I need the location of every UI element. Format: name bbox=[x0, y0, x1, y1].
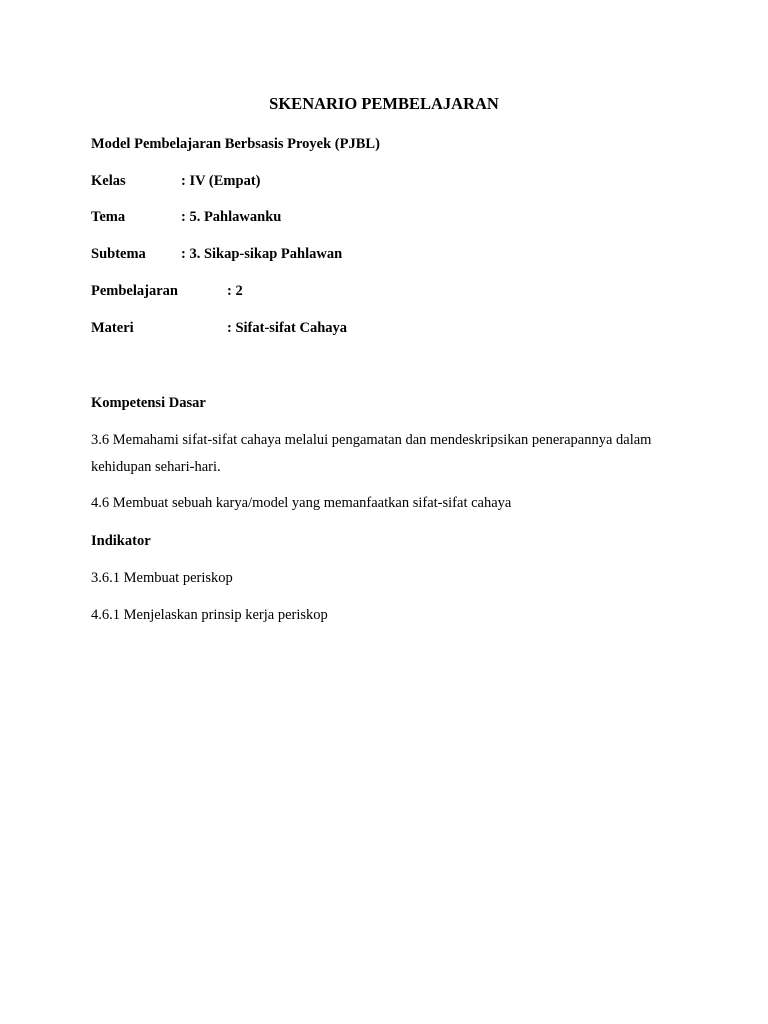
indikator-heading: Indikator bbox=[91, 533, 151, 549]
document-title: SKENARIO PEMBELAJARAN bbox=[269, 94, 499, 113]
kompetensi-heading: Kompetensi Dasar bbox=[91, 395, 206, 411]
field-label: Subtema bbox=[91, 246, 146, 262]
indikator-item-2: 4.6.1 Menjelaskan prinsip kerja periskop bbox=[91, 607, 328, 623]
field-value: : Sifat-sifat Cahaya bbox=[227, 320, 348, 336]
indikator-item-1: 3.6.1 Membuat periskop bbox=[91, 570, 233, 586]
field-label: Kelas bbox=[91, 173, 126, 189]
field-value: : 2 bbox=[227, 283, 243, 299]
field-value: : 5. Pahlawanku bbox=[181, 209, 282, 225]
kd-item-2: 4.6 Membuat sebuah karya/model yang memanfaatkan sifat-sifat cahaya bbox=[91, 495, 512, 511]
field-value: : 3. Sikap-sikap Pahlawan bbox=[181, 246, 343, 262]
field-label: Materi bbox=[91, 320, 134, 336]
model-line: Model Pembelajaran Berbsasis Proyek (PJBL) bbox=[91, 136, 380, 152]
kd-item-1-line-1: 3.6 Memahami sifat-sifat cahaya melalui pengamatan dan mendeskripsikan penerapannya dalam bbox=[91, 432, 652, 448]
field-label: Tema bbox=[91, 209, 126, 225]
field-value: : IV (Empat) bbox=[181, 173, 261, 189]
field-label: Pembelajaran bbox=[91, 283, 178, 299]
kd-item-1-line-2: kehidupan sehari-hari. bbox=[91, 459, 221, 475]
